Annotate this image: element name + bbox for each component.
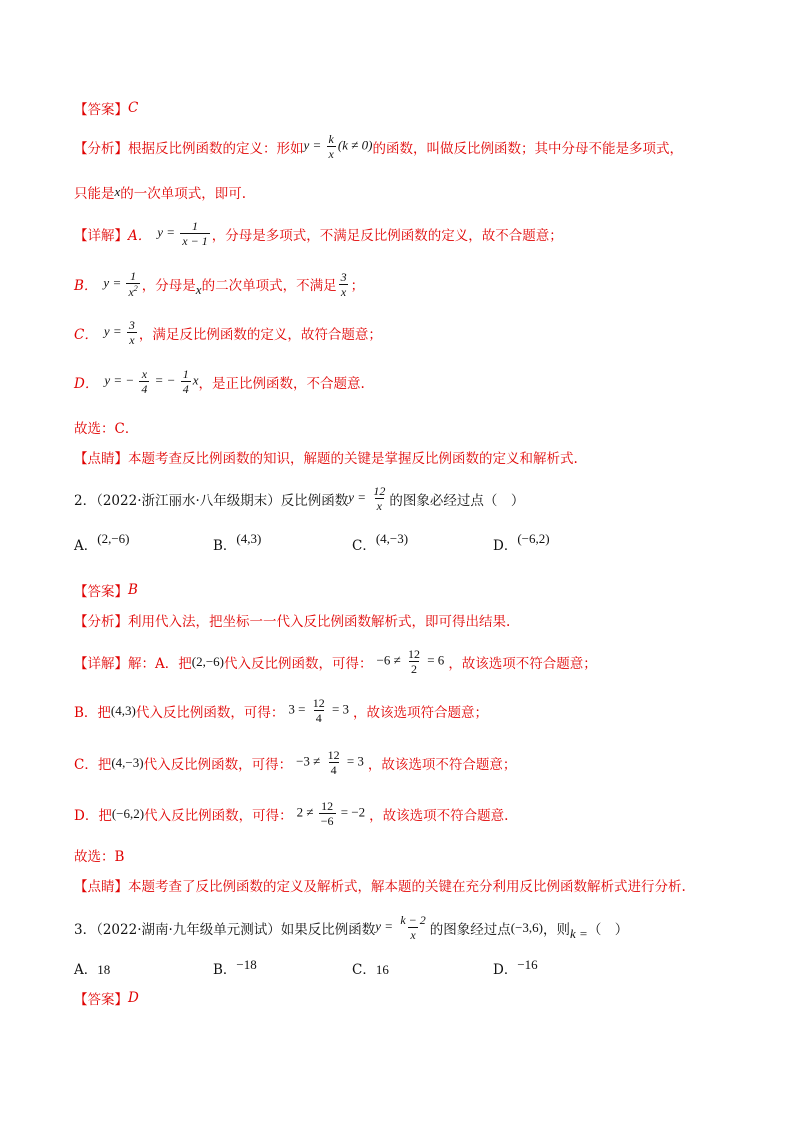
- formula-calc-d: 2 ≠ $\frac{12}{-6}$ = −2: [296, 799, 366, 828]
- q3-stem-text-4: （ ）: [587, 921, 629, 938]
- q2-stem-line: [74, 485, 524, 512]
- q2-detail-c-line: [74, 749, 516, 776]
- q3-option-d: D．−16: [493, 957, 538, 978]
- detail-b-mid: 代入反比例函数，可得：: [135, 704, 285, 721]
- option-label: D．: [74, 375, 99, 392]
- q2-option-a: A．(2,−6): [74, 531, 130, 554]
- q3-option-b: B．−18: [213, 957, 257, 978]
- point-neg3-6: (−3,6): [510, 919, 544, 935]
- q2-answer-line: [74, 580, 138, 600]
- formula-c: y = $\frac{3}{x}$: [103, 318, 135, 347]
- q3-option-c: C．16: [352, 962, 389, 978]
- q1-detail-a-line: [74, 220, 563, 247]
- point-4-neg3: (4,−3): [111, 754, 144, 770]
- variable-x: x: [114, 184, 121, 199]
- select-text: 故选：C．: [74, 421, 139, 437]
- detail-a-pre: 解：A．把: [128, 655, 192, 672]
- q1-comment-line: [74, 447, 578, 467]
- q2-stem-text: 2．（2022·浙江丽水·八年级期末）反比例函数: [74, 492, 349, 509]
- analysis-text-2: 的函数，叫做反比例函数；其中分母不能是多项式，: [372, 140, 683, 157]
- formula-k-over-x: y = $\frac{k}{x}$ (k ≠ 0): [303, 132, 373, 161]
- comment-text: 本题考查反比例函数的知识，解题的关键是掌握反比例函数的定义和解析式.: [128, 451, 578, 467]
- detail-d-text: ，是正比例函数，不合题意.: [198, 375, 365, 392]
- q2-detail-a-line: [74, 648, 597, 675]
- comment-tag: 【点睛】: [74, 879, 128, 895]
- formula-a: y = $\frac{1}{x - 1}$: [157, 219, 208, 248]
- analysis-text-3: 只能是: [74, 186, 115, 202]
- answer-tag: 【答案】: [74, 102, 128, 118]
- comment-text: 本题考查了反比例函数的定义及解析式，解本题的关键在充分利用反比例函数解析式进行分析.: [128, 879, 686, 895]
- detail-d-label: D．把: [74, 807, 112, 824]
- q3-stem-line: [74, 914, 628, 941]
- point-2-neg6: (2,−6): [191, 653, 224, 669]
- detail-c-text: ，满足反比例函数的定义，故符合题意；: [138, 326, 382, 343]
- q2-select-line: [74, 845, 124, 865]
- detail-c-mid: 代入反比例函数，可得：: [143, 756, 293, 773]
- answer-tag: 【答案】: [74, 992, 128, 1008]
- detail-c-end: ，故该选项不符合题意；: [367, 756, 517, 773]
- analysis-text-4: 的一次单项式，即可.: [120, 186, 247, 202]
- q1-detail-c-line: [74, 319, 382, 346]
- detail-b-text-2: 的二次单项式，不满足: [201, 278, 337, 294]
- q2-option-d: D．(−6,2): [493, 531, 550, 554]
- point-neg6-2: (−6,2): [111, 805, 145, 821]
- q1-answer-line: [74, 98, 138, 118]
- q1-analysis-line: [74, 133, 683, 160]
- select-text: 故选：B: [74, 849, 125, 865]
- formula-d: y = − $\frac{x}{4}$ = − $\frac{1}{4}$ x: [104, 367, 199, 396]
- q3-stem-text-3: ，则: [543, 921, 571, 938]
- detail-c-label: C．把: [74, 756, 112, 773]
- detail-a-end: ，故该选项不符合题意；: [448, 655, 597, 672]
- q2-detail-b-line: [74, 697, 488, 724]
- q2-analysis-line: [74, 610, 510, 630]
- q3-answer-line: [74, 988, 139, 1008]
- q2-stem-text-2: 的图象必经过点（ ）: [389, 492, 525, 509]
- analysis-tag: 【分析】: [74, 614, 128, 630]
- detail-b-text-3: ；: [350, 278, 365, 294]
- q1-detail-b-line: [74, 270, 364, 298]
- option-label: A．: [128, 227, 152, 244]
- q1-select-line: [74, 417, 138, 437]
- k-equals: k =: [570, 925, 588, 941]
- variable-x: x: [195, 282, 202, 297]
- formula-calc-b: 3 = $\frac{12}{4}$ = 3: [288, 696, 350, 725]
- detail-d-mid: 代入反比例函数，可得：: [144, 807, 293, 824]
- q3-option-a: A．18: [74, 962, 111, 978]
- detail-tag: 【详解】: [74, 227, 128, 244]
- detail-b-label: B．把: [74, 704, 111, 721]
- comment-tag: 【点睛】: [74, 451, 128, 467]
- option-label: B．: [74, 278, 98, 294]
- analysis-tag: 【分析】: [74, 140, 128, 157]
- analysis-text: 利用代入法，把坐标一一代入反比例函数解析式，即可得出结果.: [128, 614, 511, 630]
- q1-detail-d-line: [74, 368, 365, 395]
- formula-3-over-x: $\frac{3}{x}$: [340, 269, 347, 299]
- formula-b: y = $\frac{1}{x^2}$: [103, 269, 138, 299]
- q3-stem-text: 3．（2022·湖南·九年级单元测试）如果反比例函数: [74, 921, 376, 938]
- q1-analysis-line-2: [74, 182, 246, 202]
- answer-value: D: [128, 990, 139, 1006]
- detail-b-text-1: ，分母是: [141, 278, 196, 294]
- q2-option-c: C．(4,−3): [352, 531, 409, 554]
- detail-a-text: ，分母是多项式，不满足反比例函数的定义，故不合题意；: [211, 227, 563, 244]
- analysis-text: 根据反比例函数的定义：形如: [128, 140, 304, 157]
- formula-12-over-x: y = $\frac{12}{x}$: [348, 484, 386, 513]
- formula-k-minus-2-over-x: y = $\frac{k - 2}{x}$: [375, 913, 426, 942]
- q2-detail-d-line: [74, 800, 508, 827]
- detail-d-end: ，故该选项不符合题意.: [369, 807, 509, 824]
- formula-calc-c: −3 ≠ $\frac{12}{4}$ = 3: [296, 748, 364, 777]
- option-label: C．: [74, 326, 98, 343]
- q3-stem-text-2: 的图象经过点: [429, 921, 511, 938]
- q2-option-b: B．(4,3): [213, 531, 262, 554]
- detail-a-mid: 代入反比例函数，可得：: [224, 655, 373, 672]
- answer-value: C: [128, 100, 139, 116]
- answer-value: B: [128, 582, 138, 598]
- detail-tag: 【详解】: [74, 655, 128, 672]
- q2-comment-line: [74, 875, 686, 895]
- formula-calc-a: −6 ≠ $\frac{12}{2}$ = 6: [376, 647, 445, 676]
- detail-b-end: ，故该选项符合题意；: [353, 704, 489, 721]
- answer-tag: 【答案】: [74, 584, 128, 600]
- point-4-3: (4,3): [110, 702, 136, 718]
